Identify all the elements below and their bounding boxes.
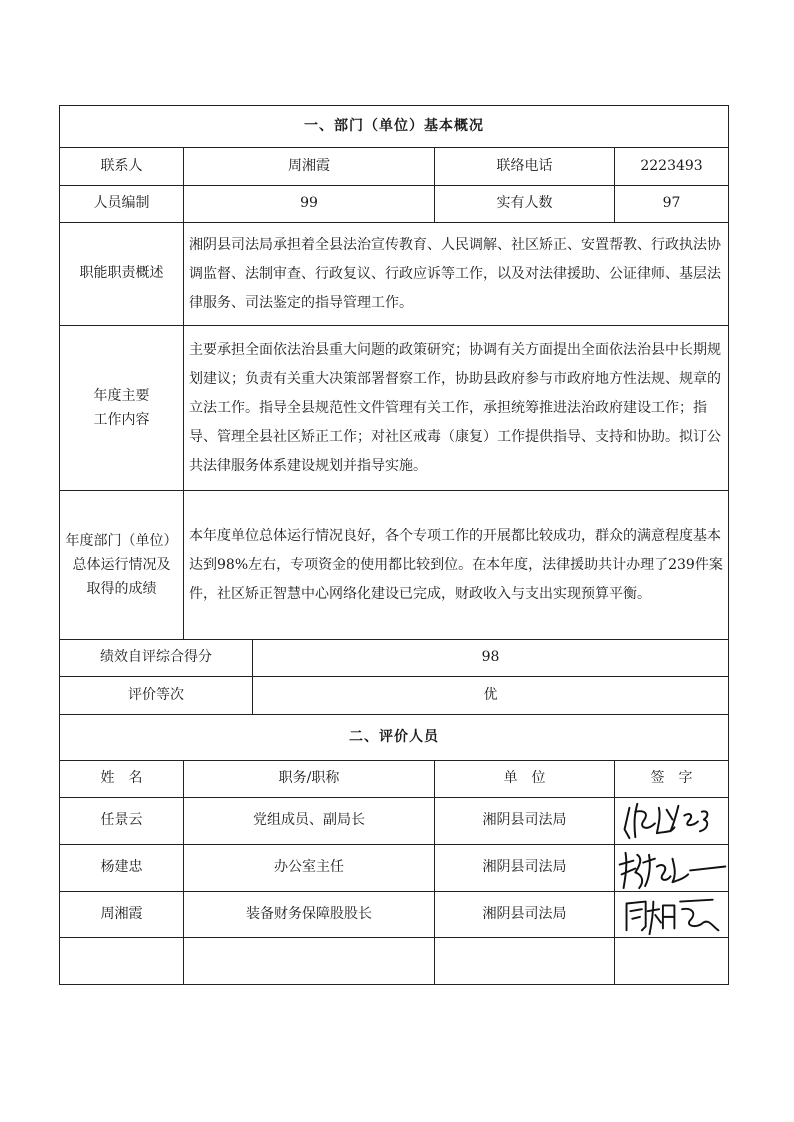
contact-value: 周湘霞 [184, 148, 435, 186]
overall-label-line1: 年度部门（单位） [65, 533, 178, 549]
duties-label: 职能职责概述 [60, 223, 184, 326]
evaluation-form-table [59, 105, 729, 985]
evaluators-header-row [60, 761, 729, 798]
section1-header-row [60, 106, 729, 148]
empty-row [60, 938, 729, 985]
evaluator-unit: 湘阴县司法局 [435, 845, 615, 892]
evaluator-signature [615, 798, 729, 845]
evaluator-row [60, 798, 729, 845]
actual-staff-value: 97 [615, 186, 729, 223]
annual-work-label-line1: 年度主要 [93, 388, 150, 404]
score-row [60, 640, 729, 677]
overall-label [60, 491, 184, 640]
evaluator-signature [615, 892, 729, 938]
overall-label-line3: 取得的成绩 [86, 581, 157, 597]
phone-label: 联络电话 [435, 148, 615, 186]
annual-work-text: 主要承担全面依法治县重大问题的政策研究；协调有关方面提出全面依法治县中长期规划建议；负责有关重大决策部署督察工作，协助县政府参与市政府地方性法规、规章的立法工作。指导全县规范性文件管理有关工作，承担统筹推进法治政府建设工作；指导、管理全县社区矫正工作；对社区戒毒（康复）工作提供指导、支持和协助。拟订公共法律服务体系建设规划并指导实施。 [184, 326, 729, 491]
handwritten-signature-2 [615, 845, 728, 891]
grade-label: 评价等次 [60, 677, 253, 715]
staff-quota-value: 99 [184, 186, 435, 223]
score-value: 98 [253, 640, 729, 677]
evaluator-signature [615, 845, 729, 892]
header-signature: 签 字 [615, 761, 729, 798]
empty-cell [435, 938, 615, 985]
staff-quota-label: 人员编制 [60, 186, 184, 223]
empty-cell [615, 938, 729, 985]
actual-staff-label: 实有人数 [435, 186, 615, 223]
header-position: 职务/职称 [184, 761, 435, 798]
evaluator-row [60, 845, 729, 892]
evaluator-unit: 湘阴县司法局 [435, 798, 615, 845]
section1-title: 一、部门（单位）基本概况 [60, 106, 729, 148]
grade-row [60, 677, 729, 715]
evaluator-unit: 湘阴县司法局 [435, 892, 615, 938]
annual-work-label [60, 326, 184, 491]
annual-work-label-line2: 工作内容 [93, 412, 150, 428]
overall-text: 本年度单位总体运行情况良好，各个专项工作的开展都比较成功，群众的满意程度基本达到98%左右，专项资金的使用都比较到位。在本年度，法律援助共计办理了239件案件，社区矫正智慧中心网络化建设已完成，财政收入与支出实现预算平衡。 [184, 491, 729, 640]
handwritten-signature-3 [615, 892, 728, 937]
contact-label: 联系人 [60, 148, 184, 186]
evaluator-name: 杨建忠 [60, 845, 184, 892]
overall-label-line2: 总体运行情况及 [72, 557, 171, 573]
evaluator-row [60, 892, 729, 938]
staff-row [60, 186, 729, 223]
duties-text: 湘阴县司法局承担着全县法治宣传教育、人民调解、社区矫正、安置帮教、行政执法协调监督、法制审查、行政复议、行政应诉等工作，以及对法律援助、公证律师、基层法律服务、司法鉴定的指导管理工作。 [184, 223, 729, 326]
phone-value: 2223493 [615, 148, 729, 186]
header-unit: 单 位 [435, 761, 615, 798]
duties-row [60, 223, 729, 326]
annual-work-row [60, 326, 729, 491]
contact-row [60, 148, 729, 186]
overall-row [60, 491, 729, 640]
section2-title: 二、评价人员 [60, 715, 729, 761]
evaluator-name: 任景云 [60, 798, 184, 845]
evaluator-name: 周湘霞 [60, 892, 184, 938]
evaluator-position: 党组成员、副局长 [184, 798, 435, 845]
handwritten-signature-1 [615, 798, 728, 844]
evaluator-position: 办公室主任 [184, 845, 435, 892]
grade-value: 优 [253, 677, 729, 715]
empty-cell [184, 938, 435, 985]
header-name: 姓 名 [60, 761, 184, 798]
evaluator-position: 装备财务保障股股长 [184, 892, 435, 938]
empty-cell [60, 938, 184, 985]
score-label: 绩效自评综合得分 [60, 640, 253, 677]
section2-header-row [60, 715, 729, 761]
